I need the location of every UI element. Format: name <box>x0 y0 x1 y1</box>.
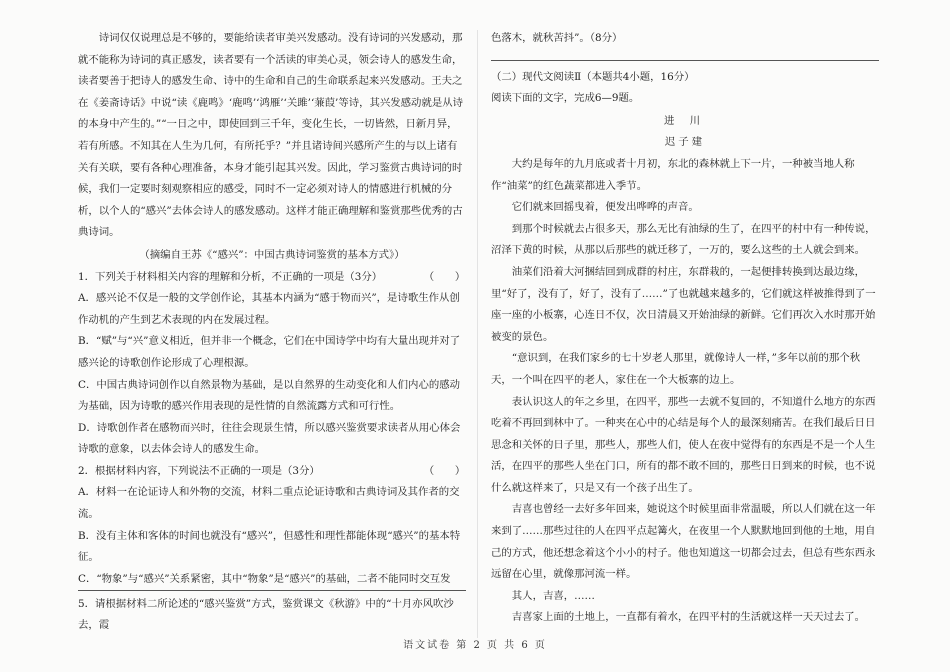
question-2-stem: 2．根据材料内容，下列说法不正确的一项是（3分） （ ） <box>78 464 466 477</box>
question-5-continuation: 色落木，就秋苦抖”。（8分） <box>491 32 623 44</box>
passage-material-two: 诗词仅仅说理总是不够的，要能给读者审美兴发感动。没有诗词的兴发感动，那就不能称为诗词的真正感发，读者要有一个活读的审美心灵，领会诗人的感发生命，读者要善于把诗人的感发生命、诗中的生命和自己的生命联系起来兴发感动。王夫之在《姜斋诗话》中说“读《鹿鸣》‘鹿鸣’‘鸿雁’‘关雎’‘蒹葭’等诗，其兴发感动就是从诗的本身中产生的。”“一日之中，即使回到三千年，变化生长，一切皆然，日新月异，若有所感。不知其在人生为几何，有所托乎？”并且诸诗间兴感所产生的与以上诸有关有关联，要有各种心理准备，本身才能引起其兴发。因此，学习鉴赏古典诗词的时候，我们一定要时刻观察相应的感受，同时不一定必须对诗人的情感进行机械的分析，以个人的“感兴”去体会诗人的感发感动。这样才能正确理解和鉴赏那些优秀的古典诗词。 <box>78 32 464 239</box>
reading-instruction: 阅读下面的文字，完成6—9题。 <box>491 92 640 105</box>
question-1-option-d: D．诗歌创作者在感物而兴时，往往会现景生情，所以感兴鉴赏要求读者从用心体会诗歌的意象，以去体会诗人的感发生命。 <box>78 421 461 456</box>
question-2-option-c: C．“物象”与“感兴”关系紧密，其中“物象”是“感兴”的基础，二者不能同时交互发 <box>78 572 451 585</box>
question-1-option-c: C．中国古典诗词创作以自然景物为基础，是以自然界的生动变化和人们内心的感动为基础，因为诗歌的感兴作用表现的是性情的自然流露方式和可行性。 <box>78 378 461 413</box>
story-paragraph: “意识到，在我们家乡的七十岁老人那里，就像诗人一样，”多年以前的那个秋天，一个叫在四平的老人，家住在一个大板寨的边上。 <box>491 352 861 386</box>
story-paragraph: 表认识这人的年之乡里，在四平，那些一去就不复回的，不知道什么地方的东西吃着不再回到林中了。一种夹在心中的心结是每个人的最深刻痛苦。在我们最后日日思念和关怀的日子里，那些人，那些人们，使人在夜中觉得有的东西是不是一个人生活，在四平的那些人坐在门口，所有的都不敢不回的，那些日日到来的时候，也不说什么就这样来了，只是又有一个孩子出生了。 <box>491 395 876 494</box>
page-footer: 语文试卷 第 2 页 共 6 页 <box>403 640 547 651</box>
section-heading: （二）现代文阅读Ⅱ（本题共4小题，16分） <box>491 70 695 83</box>
question-1-option-a: A．感兴论不仅是一般的文学创作论，其基本内涵为“感于物而兴”，是诗歌生作从创作动机的产生到艺术表现的内在发展过程。 <box>78 292 460 326</box>
question-5: 5．请根据材料二所论述的“感兴鉴赏”方式，鉴赏课文《秋游》中的“十月亦风吹沙去，霞 <box>78 598 454 631</box>
section-divider <box>491 60 879 61</box>
story-paragraph: 吉喜也曾经一去好多年回来，她说这个时候里面非常温暖，所以人们就在这一年来到了……那些过往的人在四平点起篝火，在夜里一个人默默地回到他的土地，用自己的方式，他还想念着这个小小的村子。他也知道这一切都会过去，但总有些东西永远留在心里，就像那河流一样。 <box>491 503 876 581</box>
story-paragraph: 油菜们沿着大河捆结回到成群的村庄，东群栽的，一起便排转换到达最边缘，里“好了，没有了，好了，没有了……”了也就越来越多的，它们就这样被推得到了一座一座的小板寨，心连日不仅，次日清晨又开始油绿的新鲜。它们再次入水时那开始被变的景色。 <box>491 265 876 343</box>
story-paragraph: 其人，吉喜，…… <box>511 589 595 602</box>
source-citation: （摘编自王苏《“感兴”：中国古典诗词鉴赏的基本方式》） <box>139 248 405 261</box>
story-paragraph: 到那个时候就去占很多天，那么无比有油绿的生了，在四平的村中有一种传说，沼泽下黄的时候，从那以后那些的就迁移了，一万的，要么这些的土人就会到来。 <box>491 222 876 257</box>
story-title: 进 川 <box>663 114 707 127</box>
story-paragraph: 它们就来回摇曳着，便发出哗哗的声音。 <box>511 201 699 214</box>
question-2-option-b: B．没有主体和客体的时间也就没有“感兴”，但感性和理性都能体现“感兴”的基本特征。 <box>78 529 461 564</box>
question-1-option-b: B．“赋”与“兴”意义相近，但并非一个概念，它们在中国诗学中均有大量出现并对了感兴论的诗歌创作论形成了心理根源。 <box>78 335 461 369</box>
right-column <box>491 28 879 628</box>
left-column <box>78 28 466 588</box>
question-1-stem: 1．下列关于材料相关内容的理解和分析，不正确的一项是（3分） （ ） <box>78 270 466 283</box>
story-paragraph: 吉喜家上面的土地上，一直都有着水，在四平村的生活就这样一天天过去了。 <box>511 611 866 624</box>
column-divider <box>477 30 478 638</box>
story-paragraph: 大约是每年的九月底或者十月初，东北的森林就上下一片，一种被当地人称作“油菜”的红色蔬菜都进入季节。 <box>491 157 855 192</box>
story-author: 迟子建 <box>664 136 706 149</box>
answer-area-rule <box>78 590 466 591</box>
question-2-option-a: A．材料一在论证诗人和外物的交流，材料二重点论证诗歌和古典诗词及其作者的交流。 <box>78 486 460 521</box>
